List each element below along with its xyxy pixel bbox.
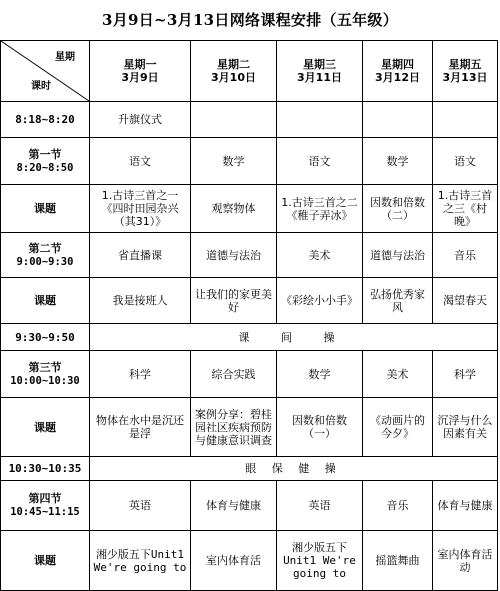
topic-label-cell: 课题 [1,185,90,233]
schedule-cell: 音乐 [433,233,498,278]
activity-cell: 眼 保 健 操 [90,457,498,481]
day-date: 3月11日 [297,71,342,84]
table-row [1,531,498,591]
schedule-cell: 室内体育活 [191,531,277,591]
table-row [1,233,498,278]
schedule-cell: 语文 [277,138,363,185]
schedule-cell: 英语 [90,481,191,531]
period-label: 第一节 [28,147,62,161]
page-title: 3月9日~3月13日网络课程安排（五年级） [101,11,399,29]
schedule-cell: 湘少版五下Unit1 We're going to [90,531,191,591]
table-row [1,457,498,481]
schedule-cell: 因数和倍数（二） [363,185,433,233]
header-row [1,41,498,102]
corner-period-label: 课时 [31,81,51,92]
table-row [1,398,498,457]
period-label: 第四节 [28,492,62,505]
schedule-cell: 音乐 [363,481,433,531]
schedule-cell: 数学 [363,138,433,185]
table-row [1,481,498,531]
schedule-cell: 观察物体 [191,185,277,233]
day-date: 3月13日 [442,71,488,84]
schedule-cell: 道德与法治 [363,233,433,278]
day-date: 3月10日 [211,71,256,84]
period-time: 8:20~8:50 [16,161,74,174]
table-row [1,185,498,233]
schedule-cell: 1.古诗三首之二《稚子弄冰》 [277,185,363,233]
schedule-cell [191,102,277,138]
day-name: 星期五 [448,58,482,71]
schedule-cell: 综合实践 [191,351,277,398]
schedule-cell: 数学 [277,351,363,398]
schedule-cell: 因数和倍数（一） [277,398,363,457]
day-name: 星期一 [123,58,157,71]
day-header-tue [191,41,277,102]
schedule-cell: 体育与健康 [191,481,277,531]
period-time: 10:45~11:15 [10,506,80,518]
table-row [1,138,498,185]
time-cell: 8:18~8:20 [1,102,90,138]
period-cell [1,481,90,531]
schedule-table [0,40,498,591]
schedule-cell: 物体在水中是沉还是浮 [90,398,191,457]
schedule-cell: 《动画片的今夕》 [363,398,433,457]
topic-label-cell: 课题 [1,531,90,591]
schedule-cell: 室内体育活动 [433,531,498,591]
schedule-cell: 沉浮与什么因素有关 [433,398,498,457]
schedule-cell: 道德与法治 [191,233,277,278]
schedule-cell: 1.古诗三首之一《四时田园杂兴（其31）》 [90,185,191,233]
schedule-cell: 美术 [363,351,433,398]
period-label: 第三节 [28,360,62,374]
time-cell: 9:30~9:50 [1,324,90,351]
schedule-cell: 英语 [277,481,363,531]
period-time: 9:00~9:30 [16,255,74,268]
schedule-cell: 美术 [277,233,363,278]
schedule-cell: 数学 [191,138,277,185]
schedule-cell: 语文 [90,138,191,185]
table-row [1,324,498,351]
table-row [1,278,498,324]
day-header-fri [433,41,498,102]
schedule-cell: 省直播课 [90,233,191,278]
day-header-thu [363,41,433,102]
day-name: 星期三 [303,58,336,71]
schedule-cell: 科学 [433,351,498,398]
day-header-mon [90,41,191,102]
corner-weekday-label: 星期 [55,52,75,63]
period-cell [1,351,90,398]
day-name: 星期四 [381,58,414,71]
schedule-cell: 案例分享：碧桂园社区疾病预防与健康意识调查 [191,398,277,457]
period-cell [1,138,90,185]
schedule-cell: 让我们的家更美好 [191,278,277,324]
schedule-cell: 弘扬优秀家风 [363,278,433,324]
table-row [1,351,498,398]
topic-label-cell: 课题 [1,398,90,457]
period-cell [1,233,90,278]
schedule-cell: 《彩绘小小手》 [277,278,363,324]
schedule-cell: 我是接班人 [90,278,191,324]
corner-cell [1,41,90,102]
day-date: 3月9日 [121,71,159,84]
schedule-cell: 科学 [90,351,191,398]
schedule-cell: 1.古诗三首之三《村晚》 [433,185,498,233]
schedule-cell: 升旗仪式 [90,102,191,138]
topic-label-cell: 课题 [1,278,90,324]
period-time: 10:00~10:30 [10,374,80,387]
period-label: 第二节 [28,241,62,255]
day-date: 3月12日 [375,71,420,84]
schedule-cell: 渴望春天 [433,278,498,324]
activity-cell: 课 间 操 [90,324,498,351]
schedule-cell: 湘少版五下Unit1 We're going to [277,531,363,591]
schedule-cell [363,102,433,138]
schedule-cell: 体育与健康 [433,481,498,531]
day-header-wed [277,41,363,102]
schedule-cell [433,102,498,138]
schedule-cell: 摇篮舞曲 [363,531,433,591]
table-row [1,102,498,138]
schedule-cell: 语文 [433,138,498,185]
day-name: 星期二 [217,58,250,71]
time-cell: 10:30~10:35 [1,457,90,481]
schedule-cell [277,102,363,138]
